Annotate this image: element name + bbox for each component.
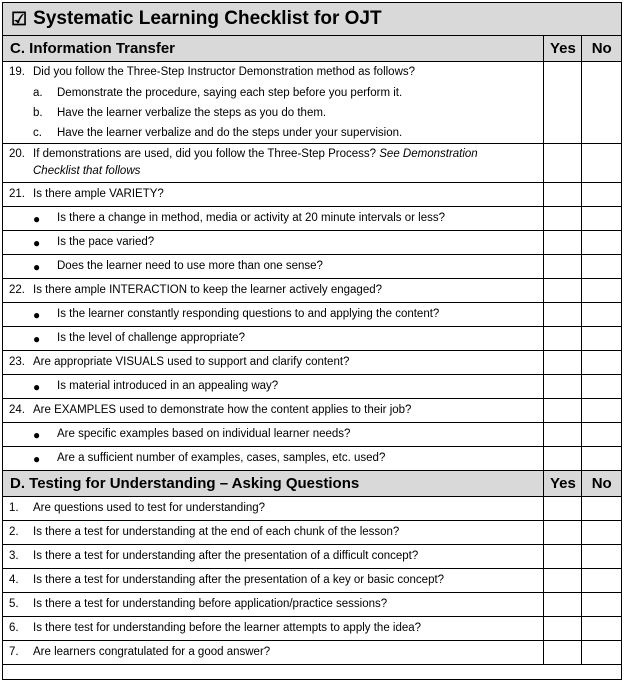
yes-checkbox-cell[interactable] [544,423,582,447]
question-text: Is there test for understanding before the learner attempts to apply the idea? [33,622,422,634]
section-d-question-row [3,521,621,545]
question-22-row [3,279,621,303]
yes-checkbox-cell[interactable] [544,144,582,183]
sub-item [3,103,543,123]
bullet-text: Is there a change in method, media or activity at 20 minute intervals or less? [57,211,446,224]
sub-item-letter: b. [33,107,43,119]
section-d-heading: D. Testing for Understanding – Asking Questions [3,471,544,497]
question-text: Are learners congratulated for a good answer? [33,646,271,658]
bullet-icon: ● [33,379,41,394]
section-d-question-row [3,497,621,521]
sub-item-letter: a. [33,87,43,99]
question-text: If demonstrations are used, did you follow the Three-Step Process? [33,148,380,160]
bullet-row [3,375,621,399]
no-checkbox-cell[interactable] [582,545,621,569]
bullet-text: Is material introduced in an appealing way? [57,379,279,392]
sub-item [3,83,543,103]
yes-checkbox-cell[interactable] [544,279,582,303]
no-checkbox-cell[interactable] [582,327,621,351]
section-d-question-row [3,617,621,641]
question-text: Is there a test for understanding at the end of each chunk of the lesson? [33,526,400,538]
checklist-document [2,2,622,680]
question-text: Is there a test for understanding after the presentation of a key or basic concept? [33,574,445,586]
section-d-question-row [3,593,621,617]
question-number: 22. [9,284,25,296]
question-italic-note-cont: Checklist that follows [33,165,141,177]
yes-checkbox-cell[interactable] [544,62,582,144]
question-20-row [3,144,621,183]
question-number: 5. [9,598,19,610]
no-checkbox-cell[interactable] [582,279,621,303]
question-number: 7. [9,646,19,658]
bullet-row [3,231,621,255]
bullet-icon: ● [33,235,41,250]
question-22-cell [3,279,544,303]
question-text: Did you follow the Three-Step Instructor Demonstration method as follows? [33,66,416,78]
no-checkbox-cell[interactable] [582,497,621,521]
section-c-header [3,36,621,62]
question-italic-note: See Demonstration [379,148,478,160]
yes-checkbox-cell[interactable] [544,303,582,327]
question-number: 3. [9,550,19,562]
bullet-text: Is the learner constantly responding questions to and applying the content? [57,307,440,320]
section-d-question-row [3,569,621,593]
yes-checkbox-cell[interactable] [544,521,582,545]
bullet-icon: ● [33,259,41,274]
bullet-row [3,303,621,327]
yes-checkbox-cell[interactable] [544,641,582,665]
yes-checkbox-cell[interactable] [544,617,582,641]
bullet-icon: ● [33,331,41,346]
question-text: Are EXAMPLES used to demonstrate how the content applies to their job? [33,404,412,416]
sub-item-text: Have the learner verbalize and do the steps under your supervision. [57,127,403,139]
no-checkbox-cell[interactable] [582,183,621,207]
no-column-header: No [582,36,621,62]
no-column-header: No [582,471,621,497]
yes-checkbox-cell[interactable] [544,545,582,569]
question-19-row [3,62,621,144]
title-text: Systematic Learning Checklist for OJT [33,8,382,29]
question-24-cell [3,399,544,423]
yes-column-header: Yes [544,471,582,497]
yes-checkbox-cell[interactable] [544,569,582,593]
question-number: 24. [9,404,25,416]
yes-checkbox-cell[interactable] [544,399,582,423]
section-d-question-row [3,545,621,569]
question-number: 20. [9,148,25,160]
no-checkbox-cell[interactable] [582,521,621,545]
no-checkbox-cell[interactable] [582,569,621,593]
question-text: Is there a test for understanding before application/practice sessions? [33,598,388,610]
question-number: 2. [9,526,19,538]
question-text: Is there a test for understanding after the presentation of a difficult concept? [33,550,419,562]
bullet-row [3,255,621,279]
no-checkbox-cell[interactable] [582,399,621,423]
yes-checkbox-cell[interactable] [544,375,582,399]
no-checkbox-cell[interactable] [582,62,621,144]
yes-checkbox-cell[interactable] [544,497,582,521]
checklist-title [3,3,621,36]
checklist-table [3,36,621,665]
question-number: 21. [9,188,25,200]
question-21-row [3,183,621,207]
question-number: 1. [9,502,19,514]
yes-checkbox-cell[interactable] [544,327,582,351]
question-23-cell [3,351,544,375]
question-text: Is there ample INTERACTION to keep the learner actively engaged? [33,284,383,296]
bullet-row [3,327,621,351]
bullet-text: Is the pace varied? [57,235,155,248]
question-24-row [3,399,621,423]
section-d-header [3,471,621,497]
no-checkbox-cell[interactable] [582,207,621,231]
no-checkbox-cell[interactable] [582,303,621,327]
yes-checkbox-cell[interactable] [544,447,582,471]
no-checkbox-cell[interactable] [582,231,621,255]
bullet-row [3,447,621,471]
bullet-icon: ● [33,427,41,442]
no-checkbox-cell[interactable] [582,447,621,471]
sub-item-text: Have the learner verbalize the steps as you do them. [57,107,327,119]
sub-item-letter: c. [33,127,42,139]
yes-checkbox-cell[interactable] [544,207,582,231]
yes-checkbox-cell[interactable] [544,593,582,617]
yes-column-header: Yes [544,36,582,62]
sub-item [3,123,543,143]
no-checkbox-cell[interactable] [582,255,621,279]
question-20-cell [3,144,544,183]
bullet-icon: ● [33,451,41,466]
yes-checkbox-cell[interactable] [544,231,582,255]
no-checkbox-cell[interactable] [582,423,621,447]
question-23-row [3,351,621,375]
question-text: Is there ample VARIETY? [33,188,164,200]
question-number: 6. [9,622,19,634]
question-19-cell [3,62,544,144]
question-text: Are questions used to test for understanding? [33,502,266,514]
bullet-icon: ● [33,307,41,322]
question-number: 4. [9,574,19,586]
section-d-question-row [3,641,621,665]
bullet-row [3,207,621,231]
checkbox-checked-icon: ☑ [11,8,28,29]
yes-checkbox-cell[interactable] [544,183,582,207]
bullet-text: Are a sufficient number of examples, cases, samples, etc. used? [57,451,386,464]
question-number: 23. [9,356,25,368]
yes-checkbox-cell[interactable] [544,351,582,375]
sub-item-text: Demonstrate the procedure, saying each step before you perform it. [57,87,403,99]
bullet-row [3,423,621,447]
bullet-icon: ● [33,211,41,226]
section-c-heading: C. Information Transfer [3,36,544,62]
no-checkbox-cell[interactable] [582,351,621,375]
no-checkbox-cell[interactable] [582,641,621,665]
bullet-text: Does the learner need to use more than one sense? [57,259,323,272]
no-checkbox-cell[interactable] [582,617,621,641]
yes-checkbox-cell[interactable] [544,255,582,279]
no-checkbox-cell[interactable] [582,593,621,617]
no-checkbox-cell[interactable] [582,144,621,183]
question-21-cell [3,183,544,207]
no-checkbox-cell[interactable] [582,375,621,399]
bullet-text: Is the level of challenge appropriate? [57,331,245,344]
bullet-text: Are specific examples based on individual learner needs? [57,427,351,440]
question-number: 19. [9,66,25,78]
question-text: Are appropriate VISUALS used to support and clarify content? [33,356,350,368]
